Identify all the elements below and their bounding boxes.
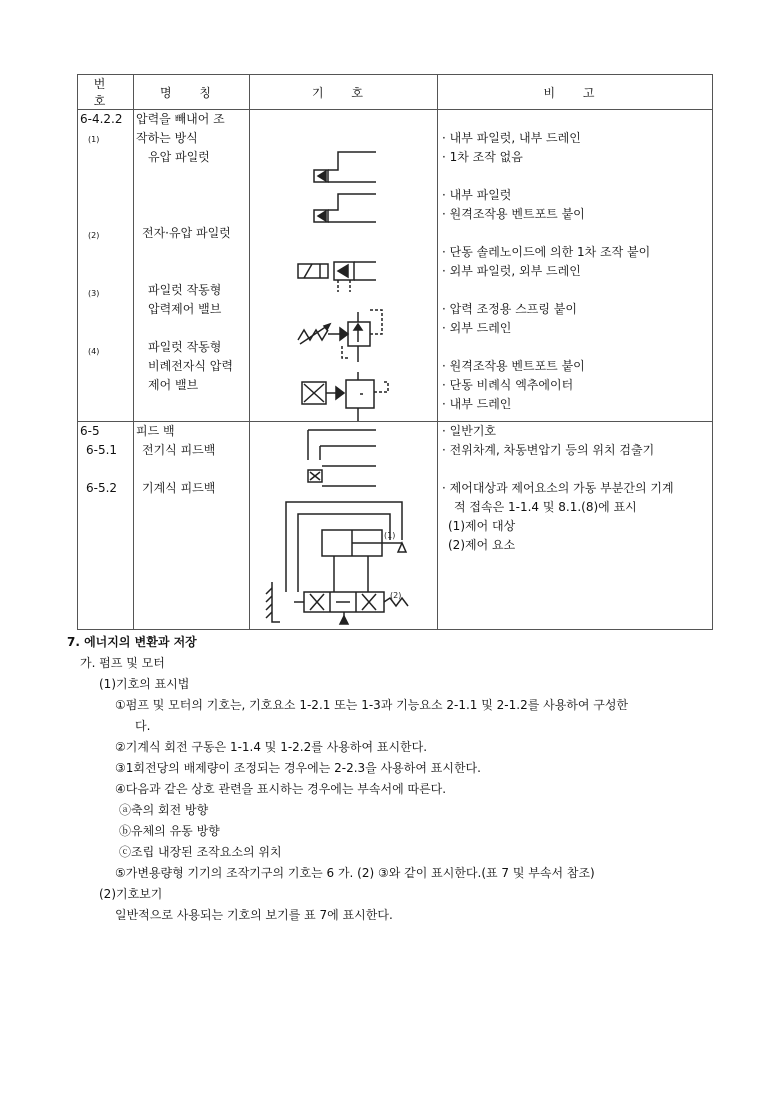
- list-item: ②기계식 회전 구동은 1-1.4 및 1-2.2를 사용하여 표시한다.: [115, 740, 428, 754]
- list-item: ⓐ축의 회전 방향: [119, 803, 209, 817]
- mechanical-feedback-symbol: [266, 502, 408, 624]
- remark-line: 적 접속은 1-1.4 및 8.1.(8)에 표시: [454, 500, 637, 514]
- remark-line: · 원격조작용 벤트포트 붙이: [442, 207, 585, 221]
- remark-line: · 내부 파일럿: [442, 188, 512, 202]
- row-number: 6-5: [80, 424, 100, 438]
- hydraulic-pilot-symbol: [314, 152, 376, 222]
- row-name: 기계식 피드백: [142, 481, 216, 495]
- feedback-symbols-svg: [250, 422, 438, 629]
- remark-line: · 제어대상과 제어요소의 가동 부분간의 기계: [442, 481, 674, 495]
- remark-line: (1)제어 대상: [448, 519, 516, 533]
- row-number: (2): [88, 231, 100, 240]
- section-heading: 7. 에너지의 변환과 저장: [67, 635, 197, 649]
- remark-line: · 원격조작용 벤트포트 붙이: [442, 359, 585, 373]
- list-item: ④다음과 같은 상호 관련을 표시하는 경우에는 부속서에 따른다.: [115, 782, 447, 796]
- row-name: 전자·유압 파일럿: [142, 226, 231, 240]
- header-name: 명 칭: [134, 75, 250, 110]
- row-name: 작하는 방식: [136, 131, 198, 145]
- remark-line: · 내부 드레인: [442, 397, 512, 411]
- body-text: [67, 632, 727, 926]
- row-number: 6-4.2.2: [80, 112, 123, 126]
- pressure-control-valve-symbol: [298, 310, 382, 362]
- proportional-pressure-valve-symbol: [302, 372, 388, 421]
- row-name: 압력제어 밸브: [148, 302, 222, 316]
- remark-line: · 단동 비례식 엑추에이터: [442, 378, 574, 392]
- paragraph-title: (2)기호보기: [99, 887, 163, 901]
- row-name: 제어 밸브: [148, 378, 199, 392]
- remark-line: · 압력 조정용 스프링 붙이: [442, 302, 577, 316]
- feedback-label-2: (2): [390, 591, 402, 600]
- header-remarks: 비 고: [438, 75, 713, 110]
- paragraph-title: (1)기호의 표시법: [99, 677, 190, 691]
- list-item: 다.: [135, 719, 151, 733]
- list-item: ⓒ조립 내장된 조작요소의 위치: [119, 845, 282, 859]
- electrical-feedback-symbol: [308, 466, 376, 486]
- remark-line: · 전위차계, 차동변압기 등의 위치 검출기: [442, 443, 655, 457]
- row-name: 피드 백: [136, 424, 175, 438]
- remark-line: · 단동 솔레노이드에 의한 1차 조작 붙이: [442, 245, 651, 259]
- list-item: ①펌프 및 모터의 기호는, 기호요소 1-2.1 또는 1-3과 기능요소 2-1.1 및 2-1.2를 사용하여 구성한: [115, 698, 629, 712]
- list-item: ⓑ유체의 유동 방향: [119, 824, 220, 838]
- row-number: 6-5.1: [86, 443, 118, 457]
- feedback-label-1: (1): [384, 531, 396, 540]
- remark-line: · 외부 파일럿, 외부 드레인: [442, 264, 581, 278]
- table-header-row: [78, 75, 713, 110]
- row-name: 비례전자식 압력: [148, 359, 233, 373]
- list-item: ⑤가변용량형 기기의 조작기구의 기호는 6 가. (2) ③와 같이 표시한다.(표 7 및 부속서 참조): [115, 866, 595, 880]
- feedback-general-symbol: [308, 430, 376, 460]
- remark-line: · 내부 파일럿, 내부 드레인: [442, 131, 581, 145]
- table-row: [78, 110, 713, 422]
- row-name: 압력을 빼내어 조: [136, 112, 225, 126]
- row-name: 유압 파일럿: [148, 150, 210, 164]
- remark-line: · 외부 드레인: [442, 321, 512, 335]
- header-number: 번 호: [78, 75, 134, 110]
- row-name: 전기식 피드백: [142, 443, 216, 457]
- row-name: 파일럿 작동형: [148, 283, 222, 297]
- row-number: (3): [88, 289, 100, 298]
- row-number: 6-5.2: [86, 481, 118, 495]
- symbol-table: [77, 74, 713, 630]
- row-number: (4): [88, 347, 100, 356]
- remark-line: (2)제어 요소: [448, 538, 516, 552]
- table-row: [78, 422, 713, 630]
- list-item: ③1회전당의 배제량이 조정되는 경우에는 2-2.3을 사용하여 표시한다.: [115, 761, 481, 775]
- subsection-heading: 가. 펌프 및 모터: [80, 656, 165, 670]
- hydraulic-symbols-svg: [250, 110, 438, 421]
- paragraph-text: 일반적으로 사용되는 기호의 보기를 표 7에 표시한다.: [115, 908, 393, 922]
- header-symbol: 기 호: [250, 75, 438, 110]
- row-number: (1): [88, 135, 100, 144]
- remark-line: · 1차 조작 없음: [442, 150, 523, 164]
- remark-line: · 일반기호: [442, 424, 496, 438]
- solenoid-pilot-symbol: [298, 262, 376, 292]
- row-name: 파일럿 작동형: [148, 340, 222, 354]
